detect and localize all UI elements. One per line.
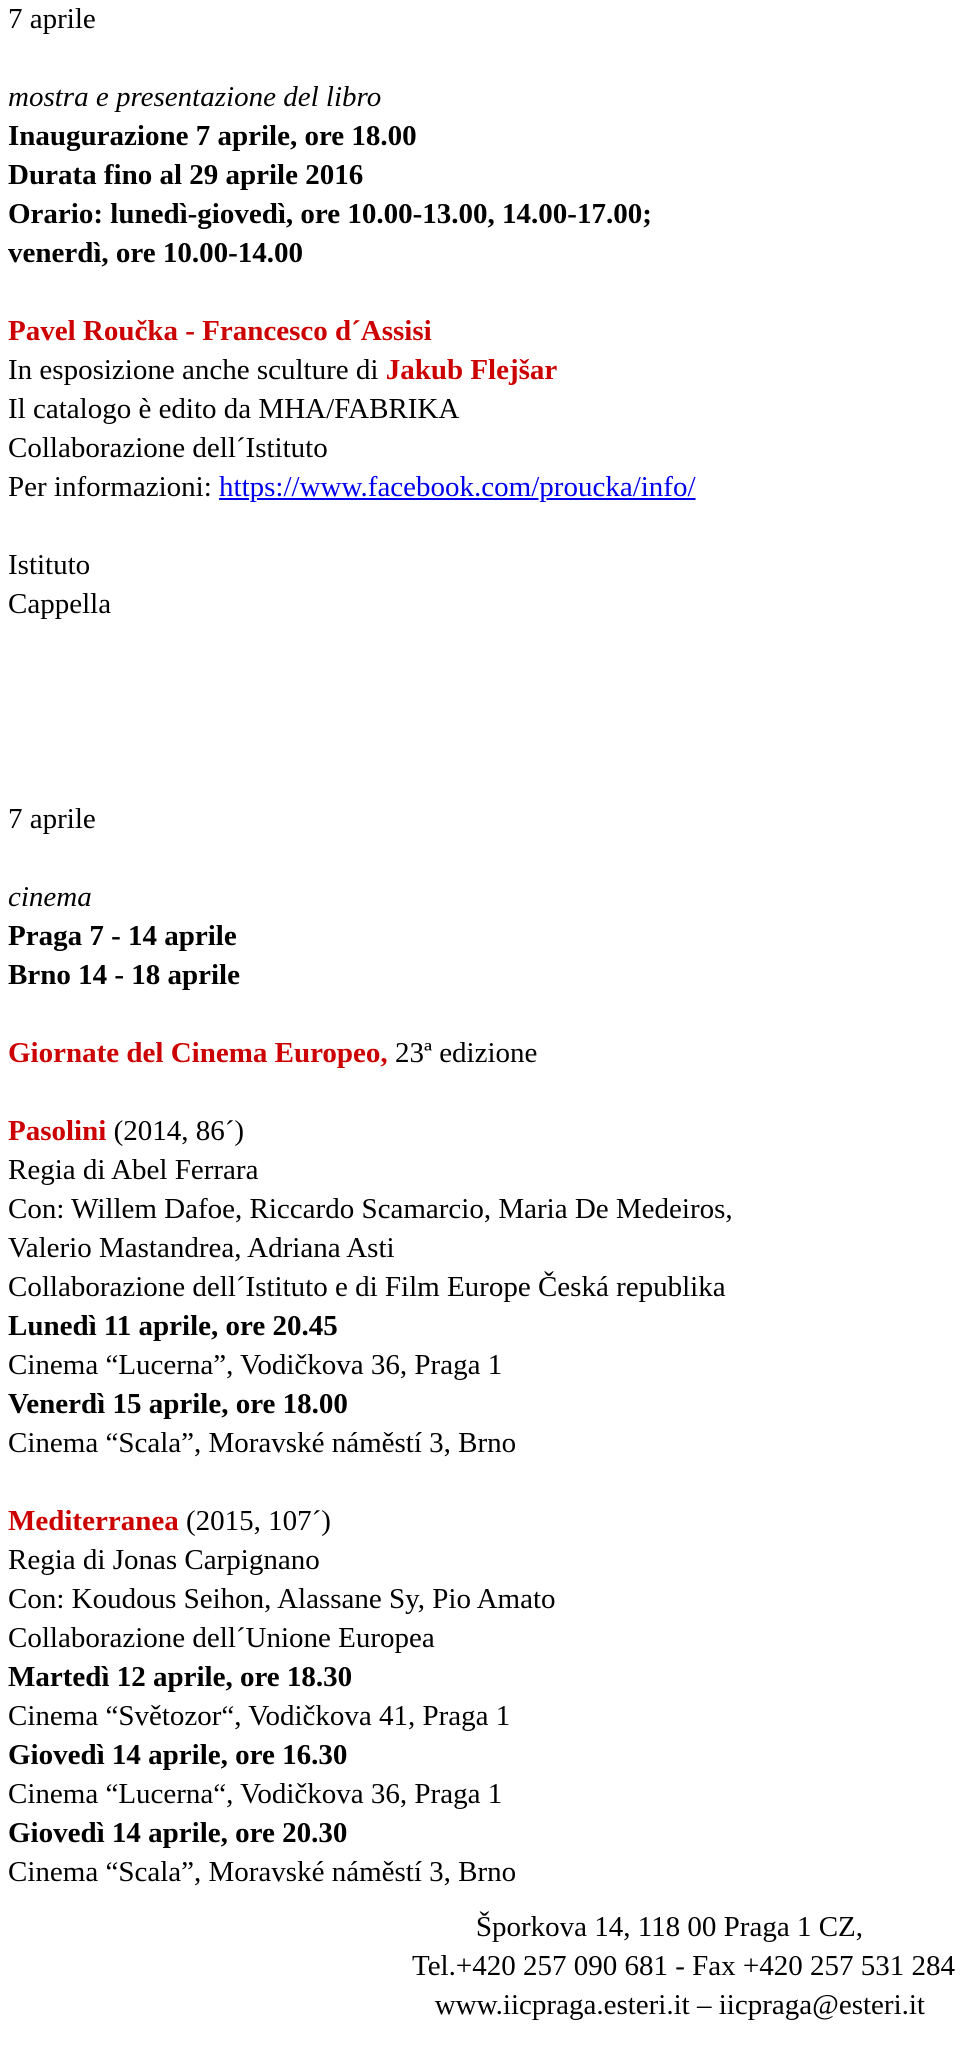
screening-where: Cinema “Scala”, Moravské náměstí 3, Brno [8,1427,517,1459]
event1-venue-1: Istituto [8,549,91,581]
film-cast-1: Con: Koudous Seihon, Alassane Sy, Pio Amato [8,1583,556,1615]
footer-web: www.iicpraga.esteri.it – iicpraga@esteri.it [434,1989,925,2021]
screening-when: Martedì 12 aprile, ore 18.30 [8,1661,353,1693]
event1-info-prefix: Per informazioni: [8,471,220,503]
event1-inauguration: Inaugurazione 7 aprile, ore 18.00 [8,120,417,152]
festival-name: Giornate del Cinema Europeo, [8,1037,388,1069]
film-heading [8,1112,948,1151]
event1-info-link[interactable]: https://www.facebook.com/proucka/info/ [219,471,696,503]
event1-sculptures-prefix: In esposizione anche sculture di [8,354,386,386]
screening-when: Giovedì 14 aprile, ore 20.30 [8,1817,348,1849]
film-heading [8,1502,948,1541]
festival-edition: 23ª edizione [387,1037,538,1069]
event2-category: cinema [8,881,92,913]
screening-when: Giovedì 14 aprile, ore 16.30 [8,1739,348,1771]
page-footer [255,1908,955,2025]
event1-sculptures-artist: Jakub Flejšar [385,354,558,386]
film-director: Regia di Jonas Carpignano [8,1544,320,1576]
footer-phone: Tel.+420 257 090 681 - Fax +420 257 531 284 [412,1950,955,1982]
film-year-length: (2015, 107´) [178,1505,331,1537]
screening-where: Cinema “Lucerna“, Vodičkova 36, Praga 1 [8,1778,503,1810]
film-title: Pasolini [8,1115,107,1147]
screening-where: Cinema “Světozor“, Vodičkova 41, Praga 1 [8,1700,511,1732]
event1-date: 7 aprile [8,3,96,35]
footer-address: Šporkova 14, 118 00 Praga 1 CZ, [475,1911,863,1943]
film-collaboration: Collaborazione dell´Unione Europea [8,1622,435,1654]
event1-info [8,468,948,507]
event1-collaboration: Collaborazione dell´Istituto [8,432,328,464]
film-cast-1: Con: Willem Dafoe, Riccardo Scamarcio, Maria De Medeiros, [8,1193,733,1225]
event1-hours-1: Orario: lunedì-giovedì, ore 10.00-13.00, 14.00-17.00; [8,198,652,230]
event1-hours-2: venerdì, ore 10.00-14.00 [8,237,304,269]
document-body [8,0,948,1892]
event2-prague-dates: Praga 7 - 14 aprile [8,920,237,952]
event1-duration: Durata fino al 29 aprile 2016 [8,159,364,191]
event1-venue-2: Cappella [8,588,112,620]
event2-date: 7 aprile [8,803,96,835]
event1-catalogue: Il catalogo è edito da MHA/FABRIKA [8,393,460,425]
screening-where: Cinema “Lucerna”, Vodičkova 36, Praga 1 [8,1349,503,1381]
event2-brno-dates: Brno 14 - 18 aprile [8,959,240,991]
screening-where: Cinema “Scala”, Moravské náměstí 3, Brno [8,1856,517,1888]
event1-category: mostra e presentazione del libro [8,81,382,113]
film-title: Mediterranea [8,1505,179,1537]
event2-festival [8,1034,948,1073]
film-director: Regia di Abel Ferrara [8,1154,259,1186]
screening-when: Venerdì 15 aprile, ore 18.00 [8,1388,348,1420]
film-collaboration: Collaborazione dell´Istituto e di Film Europe Česká republika [8,1271,726,1303]
screening-when: Lunedì 11 aprile, ore 20.45 [8,1310,338,1342]
film-cast-2: Valerio Mastandrea, Adriana Asti [8,1232,395,1264]
event1-sculptures [8,351,948,390]
event1-title: Pavel Roučka - Francesco d´Assisi [8,315,432,347]
film-year-length: (2014, 86´) [106,1115,245,1147]
